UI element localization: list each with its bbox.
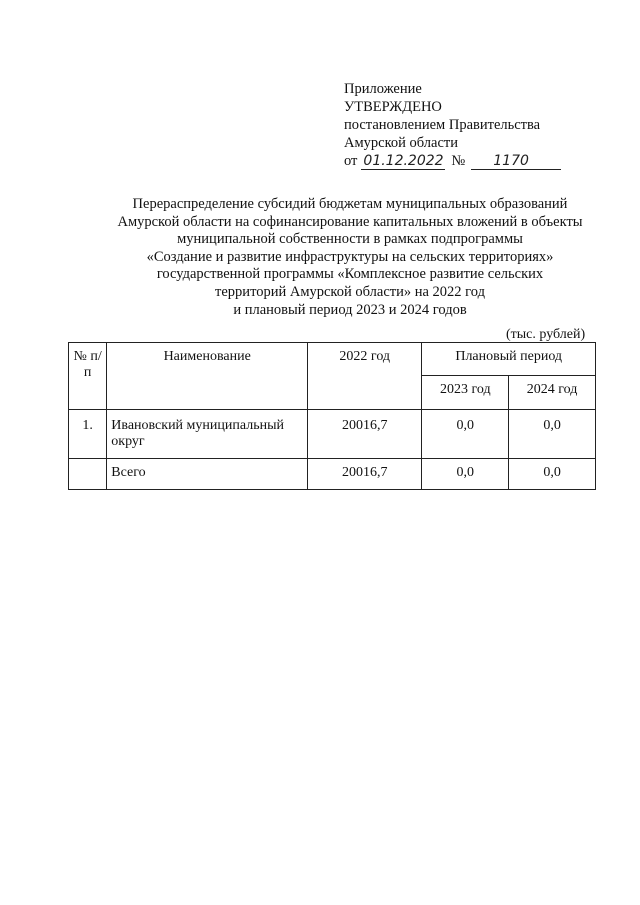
title-line: Амурской области на софинансирование капитальных вложений в объекты <box>117 213 583 230</box>
approved-label: УТВЕРЖДЕНО <box>344 99 442 115</box>
total-2024: 0,0 <box>509 459 596 490</box>
resolution-label: постановлением Правительства <box>344 117 541 133</box>
row-num: 1. <box>69 410 107 459</box>
total-2023: 0,0 <box>422 459 509 490</box>
row-2023: 0,0 <box>422 410 509 459</box>
units-label: (тыс. рублей) <box>506 327 586 342</box>
appendix-label: Приложение <box>344 81 422 97</box>
date-number-line <box>344 152 561 170</box>
row-2022: 20016,7 <box>308 410 422 459</box>
row-name: Ивановский муниципальный округ <box>107 410 308 459</box>
number-sign: № <box>451 153 466 169</box>
date-prefix: от <box>344 153 358 169</box>
handwritten-number: 1170 <box>471 153 561 170</box>
title-line: государственной программы «Комплексное развитие сельских <box>156 266 544 283</box>
title-line: муниципальной собственности в рамках подпрограммы <box>177 231 523 248</box>
title-line: территорий Амурской области» на 2022 год <box>215 283 485 300</box>
header-num: № п/п <box>69 343 107 410</box>
header-name: Наименование <box>107 343 308 410</box>
row-2024: 0,0 <box>509 410 596 459</box>
total-2022: 20016,7 <box>308 459 422 490</box>
table-header-row <box>69 343 596 376</box>
title-line: и плановый период 2023 и 2024 годов <box>233 301 467 318</box>
table-total-row <box>69 459 596 490</box>
title-line: Перераспределение субсидий бюджетам муниципальных образований <box>132 196 568 212</box>
header-2024: 2024 год <box>509 376 596 410</box>
header-2023: 2023 год <box>422 376 509 410</box>
subsidy-table <box>68 342 596 490</box>
header-planned-period: Плановый период <box>422 343 596 376</box>
document-title <box>60 196 640 319</box>
region-label: Амурской области <box>344 135 458 151</box>
handwritten-date: 01.12.2022 <box>363 153 444 169</box>
approval-header <box>344 80 561 170</box>
table-row <box>69 410 596 459</box>
total-num <box>69 459 107 490</box>
header-2022: 2022 год <box>308 343 422 410</box>
total-name: Всего <box>107 459 308 490</box>
title-line: «Создание и развитие инфраструктуры на сельских территориях» <box>146 248 554 265</box>
